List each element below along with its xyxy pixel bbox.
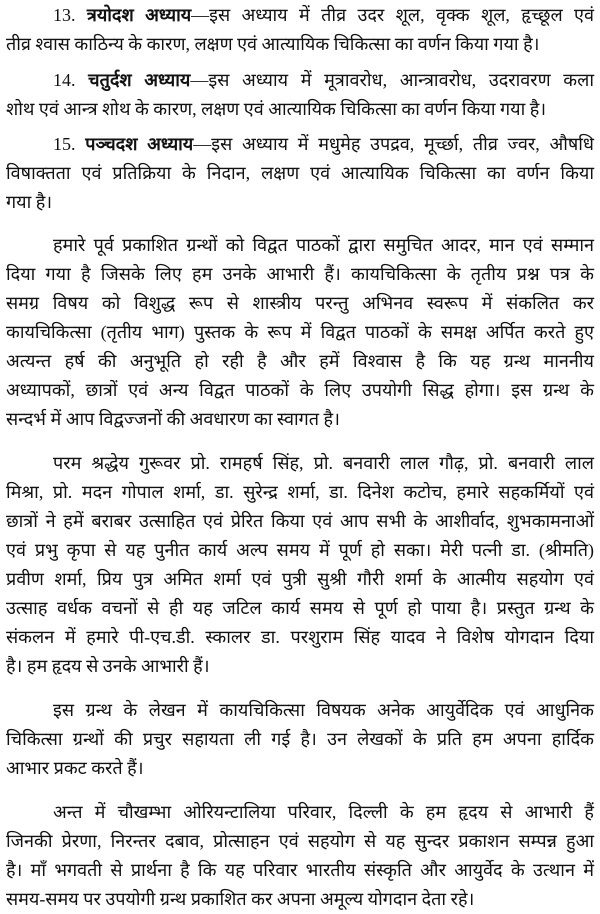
chapter-summary bbox=[6, 1, 594, 59]
text-line: संकलन में हमारे पी-एच.डी. स्कालर डा. परशुराम सिंह यादव ने विशेष योगदान दिया bbox=[6, 627, 594, 647]
text-line: इस ग्रन्थ के लेखन में कायचिकित्सा विषयक अनेक आयुर्वेदिक एवं आधुनिक bbox=[53, 700, 594, 720]
body-paragraph bbox=[6, 696, 594, 783]
text-line: शोथ एवं आन्त्र शोथ के कारण, लक्षण एवं आत्यायिक चिकित्सा का वर्णन किया गया है। bbox=[6, 99, 547, 119]
chapter-number: 14. bbox=[53, 70, 76, 90]
body-paragraph bbox=[6, 231, 594, 434]
chapter-text: —इस अध्याय में मधुमेह उपद्रव, मूर्च्छा, तीव्र ज्वर, औषधि bbox=[193, 134, 595, 154]
text-line: एवं प्रभु कृपा से यह पुनीत कार्य अल्प समय में पूर्ण हो सका। मेरी पत्नी डा. (श्रीमति) bbox=[6, 540, 594, 560]
text-line: विषाक्तता एवं प्रतिक्रिया के निदान, लक्षण एवं आत्यायिक चिकित्सा का वर्णन किया bbox=[6, 163, 594, 183]
chapter-number: 13. bbox=[53, 5, 76, 25]
body-paragraph bbox=[6, 798, 594, 914]
text-line: तीव्र श्वास काठिन्य के कारण, लक्षण एवं आत्यायिक चिकित्सा का वर्णन किया गया है। bbox=[6, 34, 540, 54]
text-line: मिश्रा, प्रो. मदन गोपाल शर्मा, डा. सुरेन्द्र शर्मा, डा. दिनेश कटोच, हमारे सहकर्मियों एवं bbox=[6, 482, 594, 502]
text-line: है। हम हृदय से उनके आभारी हैं। bbox=[6, 656, 210, 676]
chapter-title: त्रयोदश अध्याय bbox=[86, 5, 192, 25]
text-line: आभार प्रकट करते हैं। bbox=[6, 758, 144, 778]
text-line: चिकित्सा ग्रन्थों की प्रचुर सहायता ली गई है। उन लेखकों के प्रति हम अपना हार्दिक bbox=[6, 729, 594, 749]
chapter-first-line bbox=[6, 130, 594, 159]
chapter-first-line bbox=[6, 66, 594, 95]
chapter-text: —इस अध्याय में मूत्रावरोध, आन्त्रावरोध, उदरावरण कला bbox=[190, 70, 594, 90]
chapter-title: चतुर्दश अध्याय bbox=[88, 70, 191, 90]
chapter-summary bbox=[6, 66, 594, 124]
text-line: दिया गया है जिसके लिए हम उनके आभारी हैं। कायचिकित्सा के तृतीय प्रश्न पत्र के bbox=[6, 264, 594, 284]
text-line: अन्त में चौखम्भा ओरियन्टालिया परिवार, दिल्ली के हम हृदय से आभारी हैं bbox=[53, 802, 594, 822]
text-line: छात्रों ने हमें बराबर उत्साहित एवं प्रेरित किया एवं आप सभी के आशीर्वाद, शुभकामनाओं bbox=[6, 511, 594, 531]
chapter-text: —इस अध्याय में तीव्र उदर शूल, वृक्क शूल, हृच्छूल एवं bbox=[191, 5, 594, 25]
text-line: अध्यापकों, छात्रों एवं अन्य विद्वत पाठकों के लिए उपयोगी सिद्ध होगा। इस ग्रन्थ के bbox=[6, 380, 594, 400]
text-line: प्रवीण शर्मा, प्रिय पुत्र अमित शर्मा एवं पुत्री सुश्री गौरी शर्मा के आत्मीय सहयोग एवं bbox=[6, 569, 594, 589]
chapter-number: 15. bbox=[53, 134, 76, 154]
chapter-first-line bbox=[6, 1, 594, 30]
text-line: कायचिकित्सा (तृतीय भाग) पुस्तक के रूप में विद्वत पाठकों के समक्ष अर्पित करते हुए bbox=[6, 322, 594, 342]
text-line: गया है। bbox=[6, 192, 53, 212]
text-line: अत्यन्त हर्ष की अनुभूति हो रही है और हमें विश्वास है कि यह ग्रन्थ माननीय bbox=[6, 351, 594, 371]
body-paragraph bbox=[6, 449, 594, 681]
text-line: है। माँ भगवती से प्रार्थना है कि यह परिवार भारतीय संस्कृति और आयुर्वेद के उत्थान में bbox=[6, 860, 594, 880]
text-line: परम श्रद्धेय गुरूवर प्रो. रामहर्ष सिंह, प्रो. बनवारी लाल गौढ़, प्रो. बनवारी लाल bbox=[53, 453, 594, 473]
chapter-summary bbox=[6, 130, 594, 217]
text-line: हमारे पूर्व प्रकाशित ग्रन्थों को विद्वत पाठकों द्वारा समुचित आदर, मान एवं सम्मान bbox=[53, 235, 594, 255]
text-line: उत्साह वर्धक वचनों से ही यह जटिल कार्य समय से पूर्ण हो पाया है। प्रस्तुत ग्रन्थ के bbox=[6, 598, 594, 618]
text-line: जिनकी प्रेरणा, निरन्तर दबाव, प्रोत्साहन एवं सहयोग से यह सुन्दर प्रकाशन सम्पन्न हुआ bbox=[6, 831, 594, 851]
chapter-title: पञ्चदश अध्याय bbox=[85, 134, 194, 154]
text-line: समय-समय पर उपयोगी ग्रन्थ प्रकाशित कर अपना अमूल्य योगदान देता रहे। bbox=[6, 889, 475, 909]
text-line: समग्र विषय को विशुद्ध रूप से शास्त्रीय परन्तु अभिनव स्वरूप में संकलित कर bbox=[6, 293, 594, 313]
text-line: सन्दर्भ में आप विद्वज्जनों की अवधारण का स्वागत है। bbox=[6, 409, 340, 429]
